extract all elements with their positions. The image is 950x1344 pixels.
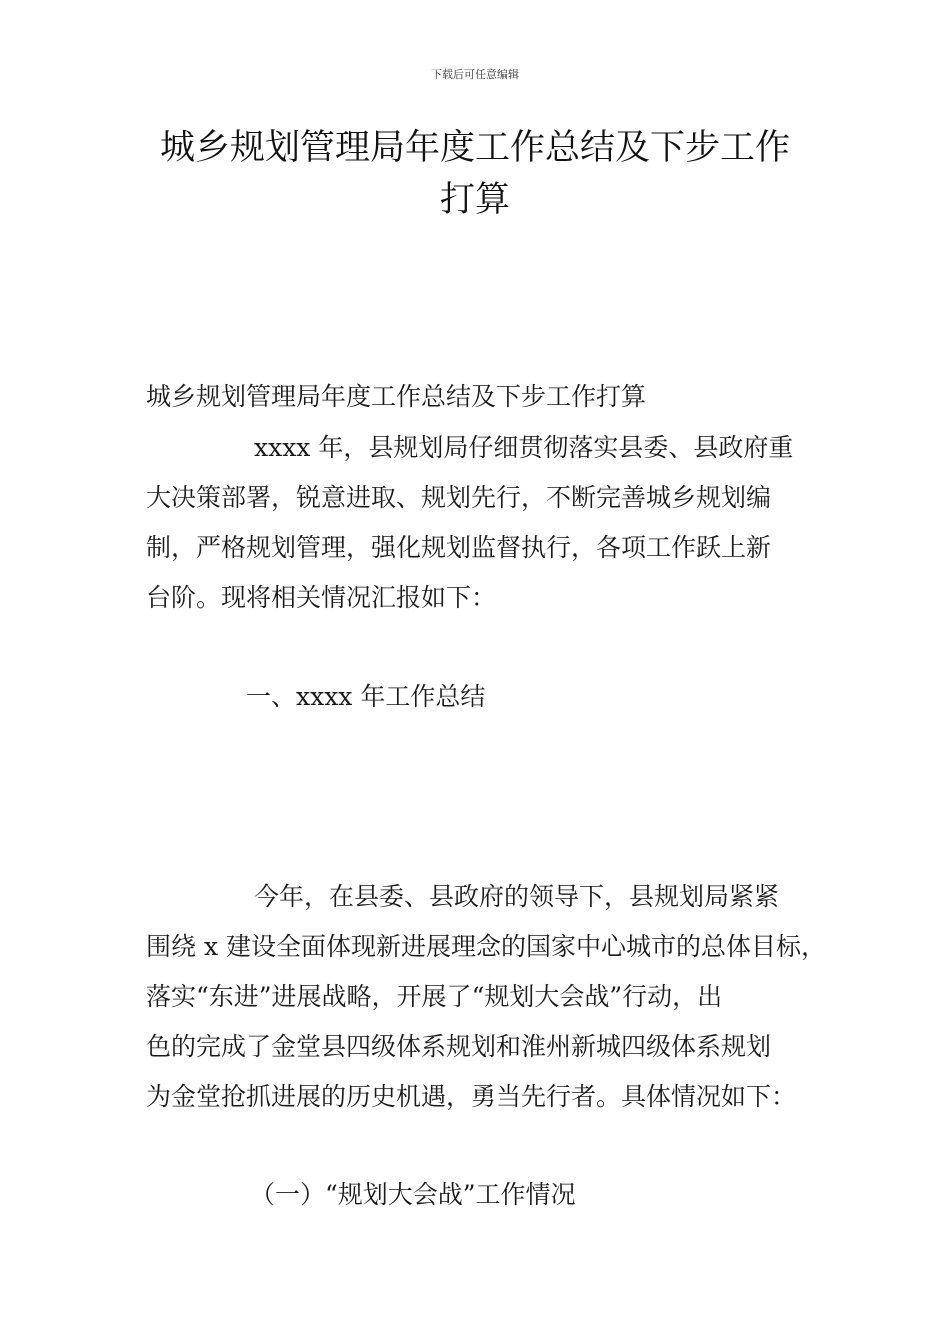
- para2-line-1: 今年，在县委、县政府的领导下，县规划局紧紧: [254, 882, 780, 911]
- intro-line-3: 制，严格规划管理，强化规划监督执行，各项工作跃上新: [146, 533, 772, 562]
- para2-line-5: 为金堂抢抓进展的历史机遇，勇当先行者。具体情况如下：: [146, 1082, 797, 1111]
- title-line-1: 城乡规划管理局年度工作总结及下步工作: [159, 128, 790, 168]
- para2-line-2: 围绕 x 建设全面体现新进展理念的国家中心城市的总体目标，: [146, 932, 826, 961]
- para2-line-4: 色的完成了金堂县四级体系规划和淮州新城四级体系规划: [146, 1032, 772, 1061]
- document-title: [140, 122, 810, 226]
- download-note: 下载后可任意编辑: [431, 68, 519, 81]
- intro-line-1: xxxx 年，县规划局仔细贯彻落实县委、县政府重: [254, 433, 794, 462]
- document-subtitle: 城乡规划管理局年度工作总结及下步工作打算: [146, 382, 647, 411]
- subsection-1-heading: （一）“规划大会战”工作情况: [250, 1180, 576, 1209]
- intro-line-2: 大决策部署，锐意进取、规划先行，不断完善城乡规划编: [146, 483, 772, 512]
- section-1-heading: 一、xxxx 年工作总结: [246, 682, 486, 711]
- intro-line-4: 台阶。现将相关情况汇报如下：: [146, 583, 497, 612]
- para2-line-3: 落实“东进”进展战略，开展了“规划大会战”行动，出: [146, 982, 723, 1011]
- title-line-2: 打算: [439, 180, 510, 220]
